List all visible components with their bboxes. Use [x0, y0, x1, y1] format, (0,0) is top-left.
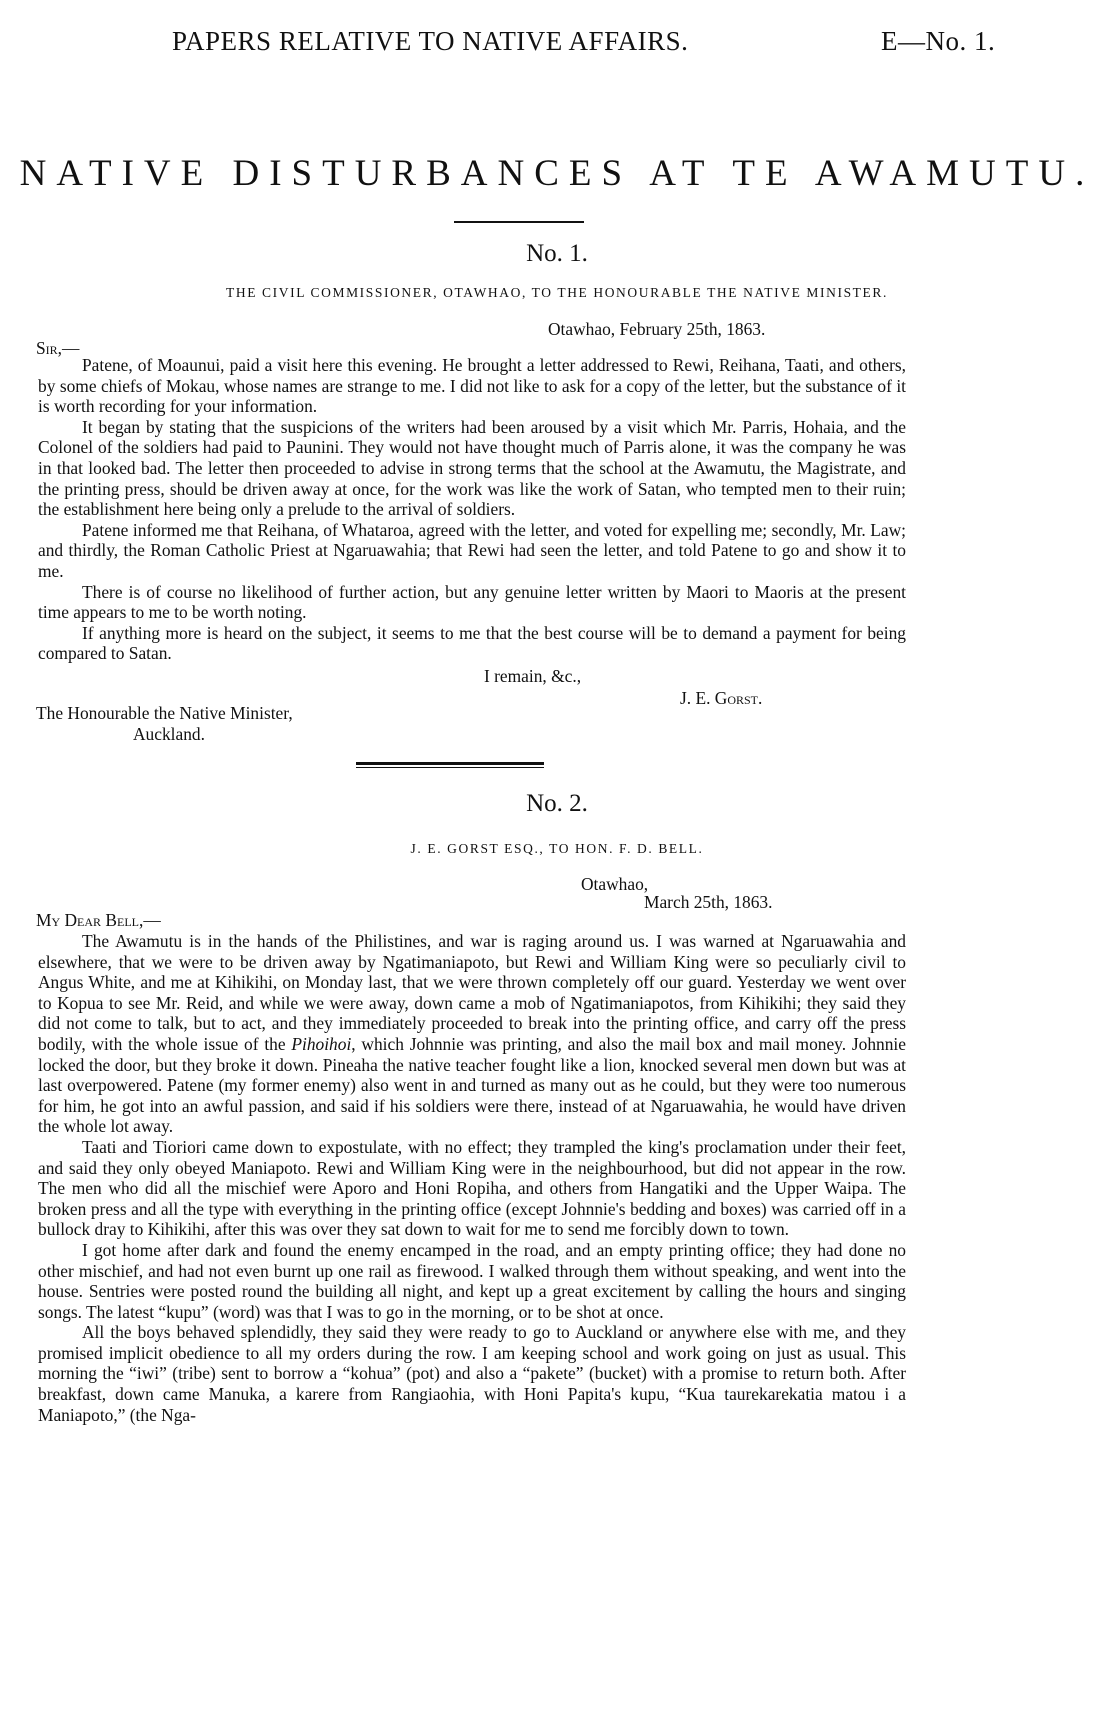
title-rule	[454, 221, 584, 223]
letter2-paragraph-text-cont: , which Johnnie was printing, and also the mail box and mail money. Johnnie locked the door, but they broke it down. Pineaha the native teacher fought like a lion, knocked several men down but was at last overpowered. Patene (my former enemy) also went in and turned as many out as he could, but they were too numerous for him, he got into an awful passion, and said if his soldiers were there, instead of at Ngaruawahia, he would have driven the whole lot away.	[38, 1033, 906, 1137]
section-divider-thin	[356, 767, 544, 768]
letter1-salutation: Sir,—	[36, 338, 80, 358]
page-code: E—No. 1.	[881, 26, 996, 56]
document-title: NATIVE DISTURBANCES AT TE AWAMUTU.	[19, 153, 1095, 194]
letter2-paragraph: I got home after dark and found the enemy encamped in the road, and an empty printing office; they had done no other mischief, and had not even burnt up one rail as firewood. I walked through them without speaking, and went into the house. Sentries were posted round the building all night, and kept up a great excitement by calling the hours and singing songs. The latest “kupu” (word) was that I was to go in the morning, or to be shot at once.	[38, 1239, 906, 1322]
letter2-paragraph: Taati and Tioriori came down to expostulate, with no effect; they trampled the king's proclamation under their feet, and said they only obeyed Maniapoto. Rewi and William King were in the neighbourhood, but did not appear in the row. The men who did all the mischief were Aporo and Honi Ropiha, and others from Hangatiki and the Upper Waipa. The broken press and all the type with everything in the printing office (except Johnnie's bedding and boxes) was carried off in a bullock dray to Kihikihi, after this was over they sat down to wait for me to send me forcibly down to town.	[38, 1136, 906, 1240]
letter2-number: No. 2.	[526, 790, 588, 817]
letter2-paragraph: All the boys behaved splendidly, they said they were ready to go to Auckland or anywhere else with me, and they promised implicit obedience to all my orders during the row. I am keeping school and work going on just as usual. This morning the “iwi” (tribe) sent to borrow a “kohua” (pot) and also a “pakete” (bucket) with a promise to return both. After breakfast, down came Manuka, a karere from Rangiaohia, with Honi Papita's kupu, “Kua taurekarekatia matou i a Maniapoto,” (the Nga-	[38, 1322, 906, 1425]
letter1-heading: THE CIVIL COMMISSIONER, OTAWHAO, TO THE HONOURABLE THE NATIVE MINISTER.	[226, 285, 888, 300]
letter1-paragraph: Patene, of Moaunui, paid a visit here this evening. He brought a letter addressed to Rewi, Reihana, Taati, and others, by some chiefs of Mokau, whose names are strange to me. I did not like to ask for a copy of the letter, but the substance of it is worth recording for your information.	[38, 355, 906, 417]
letter1-body	[38, 355, 906, 664]
letter1-closing: I remain, &c.,	[484, 666, 582, 686]
letter2-date: March 25th, 1863.	[644, 892, 773, 912]
letter2-place: Otawhao,	[581, 874, 649, 894]
letter2-paragraph-text: The Awamutu is in the hands of the Philistines, and war is raging around us. I was warned at Ngaruawahia and elsewhere, that we were to be driven away by Ngatimaniapoto, but Rewi and William King were so peculiarly civil to Angus White, and me at Kihikihi, on Monday last, that we were thrown completely off our guard. Yesterday we went over to Kopua to see Mr. Reid, and while we were away, down came a mob of Ngatimaniapotos, from Kihikihi; they said they did not come to talk, but to act, and they immediately proceeded to break into the printing office, and carry off the press bodily, with the whole issue of the	[38, 931, 906, 1054]
letter1-paragraph: If anything more is heard on the subject, it seems to me that the best course will be to demand a payment for being compared to Satan.	[38, 622, 906, 664]
running-title: PAPERS RELATIVE TO NATIVE AFFAIRS.	[172, 26, 689, 56]
letter2-salutation: My Dear Bell,—	[36, 910, 161, 930]
letter2-body	[38, 931, 906, 1425]
letter1-number: No. 1.	[526, 240, 588, 267]
letter2-paragraph	[38, 931, 906, 1137]
letter1-place-date: Otawhao, February 25th, 1863.	[548, 319, 766, 339]
section-divider	[356, 762, 544, 765]
letter1-signature: J. E. Gorst.	[680, 688, 763, 708]
letter1-paragraph: It began by stating that the suspicions of the writers had been aroused by a visit which Mr. Parris, Hohaia, and the Colonel of the soldiers had paid to Paunini. They would not have thought much of Parris alone, it was the company he was in that looked bad. The letter then proceeded to advise in strong terms that the school at the Awamutu, the Magistrate, and the printing press, should be driven away at once, for the work was like the work of Satan, who tempted men to their ruin; the establishment here being only a prelude to the arrival of soldiers.	[38, 416, 906, 520]
letter1-paragraph: There is of course no likelihood of further action, but any genuine letter written by Maori to Maoris at the present time appears to me to be worth noting.	[38, 581, 906, 623]
letter1-addressee: The Honourable the Native Minister,	[36, 703, 293, 723]
letter1-paragraph: Patene informed me that Reihana, of Whataroa, agreed with the letter, and voted for expelling me; secondly, Mr. Law; and thirdly, the Roman Catholic Priest at Ngaruawahia; that Rewi had seen the letter, and told Patene to go and show it to me.	[38, 519, 906, 581]
letter1-addressee-city: Auckland.	[133, 724, 205, 744]
newspaper-title: Pihoihoi	[291, 1033, 352, 1054]
letter2-heading: J. E. GORST ESQ., TO HON. F. D. BELL.	[410, 841, 704, 856]
